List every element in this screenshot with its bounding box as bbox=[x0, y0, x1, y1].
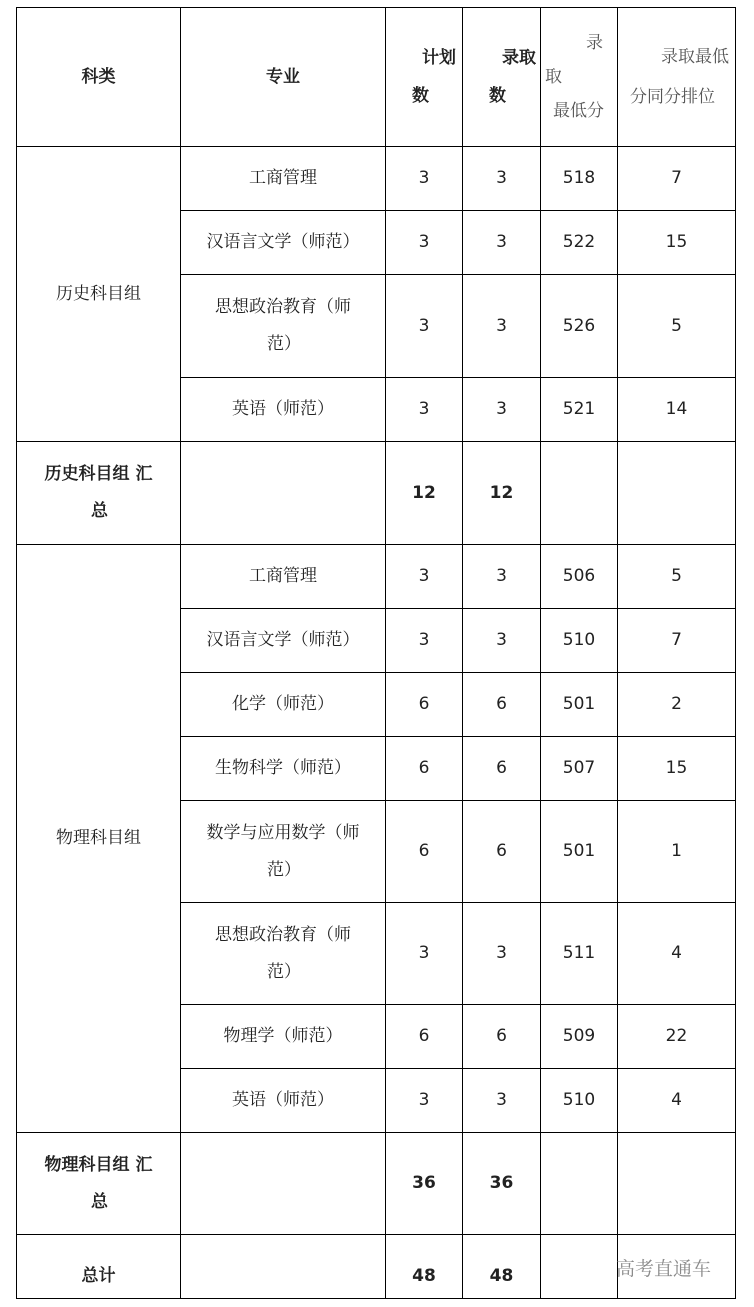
plan-cell: 3 bbox=[386, 378, 463, 442]
min-score-cell: 510 bbox=[541, 1069, 618, 1133]
rank-cell: 5 bbox=[618, 275, 736, 378]
summary-label-physics bbox=[17, 1133, 181, 1235]
total-major-empty bbox=[181, 1235, 386, 1299]
rank-cell: 4 bbox=[618, 1069, 736, 1133]
summary-admit: 12 bbox=[463, 442, 541, 545]
min-score-cell: 501 bbox=[541, 801, 618, 903]
plan-cell: 3 bbox=[386, 275, 463, 378]
total-admit: 48 bbox=[463, 1235, 541, 1299]
major-cell bbox=[181, 903, 386, 1005]
table-row bbox=[17, 545, 736, 609]
rank-cell: 14 bbox=[618, 378, 736, 442]
min-score-cell: 501 bbox=[541, 673, 618, 737]
plan-cell: 6 bbox=[386, 673, 463, 737]
admit-cell: 3 bbox=[463, 545, 541, 609]
admit-cell: 3 bbox=[463, 609, 541, 673]
plan-cell: 3 bbox=[386, 211, 463, 275]
plan-cell: 6 bbox=[386, 1005, 463, 1069]
admit-cell: 3 bbox=[463, 147, 541, 211]
major-line2: 范） bbox=[267, 961, 301, 982]
major-cell: 英语（师范） bbox=[181, 378, 386, 442]
admit-cell: 3 bbox=[463, 211, 541, 275]
admit-cell: 6 bbox=[463, 737, 541, 801]
admit-cell: 3 bbox=[463, 275, 541, 378]
admit-cell: 3 bbox=[463, 378, 541, 442]
min-score-cell: 526 bbox=[541, 275, 618, 378]
major-cell: 工商管理 bbox=[181, 545, 386, 609]
rank-cell: 2 bbox=[618, 673, 736, 737]
min-score-cell: 521 bbox=[541, 378, 618, 442]
header-major: 专业 bbox=[181, 8, 386, 147]
plan-cell: 3 bbox=[386, 903, 463, 1005]
admit-cell: 3 bbox=[463, 1069, 541, 1133]
rank-cell: 7 bbox=[618, 147, 736, 211]
header-rank-line1: 录取最低 bbox=[661, 47, 729, 67]
major-line1: 思想政治教育（师 bbox=[215, 924, 351, 945]
major-cell: 英语（师范） bbox=[181, 1069, 386, 1133]
major-line2: 范） bbox=[267, 334, 301, 354]
summary-line2: 总 bbox=[91, 1191, 108, 1212]
header-plan-line1: 计划 bbox=[422, 48, 456, 68]
header-min-line3: 最低分 bbox=[553, 101, 604, 121]
summary-line1: 物理科目组 汇 bbox=[44, 1154, 153, 1175]
major-line1: 数学与应用数学（师 bbox=[206, 822, 360, 843]
min-score-cell: 522 bbox=[541, 211, 618, 275]
major-cell bbox=[181, 275, 386, 378]
summary-min-empty bbox=[541, 1133, 618, 1235]
rank-cell: 15 bbox=[618, 211, 736, 275]
min-score-cell: 511 bbox=[541, 903, 618, 1005]
group-history: 历史科目组 bbox=[17, 147, 181, 442]
summary-plan: 36 bbox=[386, 1133, 463, 1235]
header-admit bbox=[463, 8, 541, 147]
summary-min-empty bbox=[541, 442, 618, 545]
rank-cell: 4 bbox=[618, 903, 736, 1005]
summary-major-empty bbox=[181, 1133, 386, 1235]
min-score-cell: 510 bbox=[541, 609, 618, 673]
admit-cell: 6 bbox=[463, 673, 541, 737]
admit-cell: 3 bbox=[463, 903, 541, 1005]
major-line1: 思想政治教育（师 bbox=[215, 297, 351, 317]
header-min-line1: 录 bbox=[586, 33, 603, 53]
summary-plan: 12 bbox=[386, 442, 463, 545]
rank-cell: 22 bbox=[618, 1005, 736, 1069]
plan-cell: 3 bbox=[386, 1069, 463, 1133]
major-line2: 范） bbox=[267, 859, 301, 880]
total-plan: 48 bbox=[386, 1235, 463, 1299]
header-min-score bbox=[541, 8, 618, 147]
summary-row-history bbox=[17, 442, 736, 545]
rank-cell: 5 bbox=[618, 545, 736, 609]
header-category: 科类 bbox=[17, 8, 181, 147]
plan-cell: 6 bbox=[386, 737, 463, 801]
major-cell bbox=[181, 801, 386, 903]
major-cell: 生物科学（师范） bbox=[181, 737, 386, 801]
total-label: 总计 bbox=[17, 1235, 181, 1299]
summary-label-history bbox=[17, 442, 181, 545]
min-score-cell: 506 bbox=[541, 545, 618, 609]
major-cell: 化学（师范） bbox=[181, 673, 386, 737]
rank-cell: 15 bbox=[618, 737, 736, 801]
plan-cell: 3 bbox=[386, 147, 463, 211]
summary-admit: 36 bbox=[463, 1133, 541, 1235]
header-plan-line2: 数 bbox=[412, 86, 429, 106]
plan-cell: 3 bbox=[386, 545, 463, 609]
header-rank-line2: 分同分排位 bbox=[630, 87, 715, 107]
admit-cell: 6 bbox=[463, 801, 541, 903]
rank-cell: 1 bbox=[618, 801, 736, 903]
admission-table bbox=[16, 7, 736, 1299]
major-cell: 物理学（师范） bbox=[181, 1005, 386, 1069]
header-plan bbox=[386, 8, 463, 147]
header-admit-line1: 录取 bbox=[502, 48, 536, 68]
min-score-cell: 518 bbox=[541, 147, 618, 211]
header-rank bbox=[618, 8, 736, 147]
min-score-cell: 507 bbox=[541, 737, 618, 801]
watermark: 高考直通车 bbox=[616, 1258, 712, 1280]
header-row bbox=[17, 8, 736, 147]
plan-cell: 3 bbox=[386, 609, 463, 673]
rank-cell: 7 bbox=[618, 609, 736, 673]
group-physics: 物理科目组 bbox=[17, 545, 181, 1133]
summary-line1: 历史科目组 汇 bbox=[44, 464, 153, 484]
min-score-cell: 509 bbox=[541, 1005, 618, 1069]
major-cell: 汉语言文学（师范） bbox=[181, 609, 386, 673]
major-cell: 工商管理 bbox=[181, 147, 386, 211]
header-admit-line2: 数 bbox=[489, 86, 506, 106]
header-min-line2: 取 bbox=[545, 67, 562, 87]
summary-rank-empty bbox=[618, 442, 736, 545]
summary-rank-empty bbox=[618, 1133, 736, 1235]
summary-row-physics bbox=[17, 1133, 736, 1235]
table-row bbox=[17, 147, 736, 211]
summary-line2: 总 bbox=[91, 501, 108, 521]
total-min-empty bbox=[541, 1235, 618, 1299]
major-cell: 汉语言文学（师范） bbox=[181, 211, 386, 275]
summary-major-empty bbox=[181, 442, 386, 545]
plan-cell: 6 bbox=[386, 801, 463, 903]
admit-cell: 6 bbox=[463, 1005, 541, 1069]
